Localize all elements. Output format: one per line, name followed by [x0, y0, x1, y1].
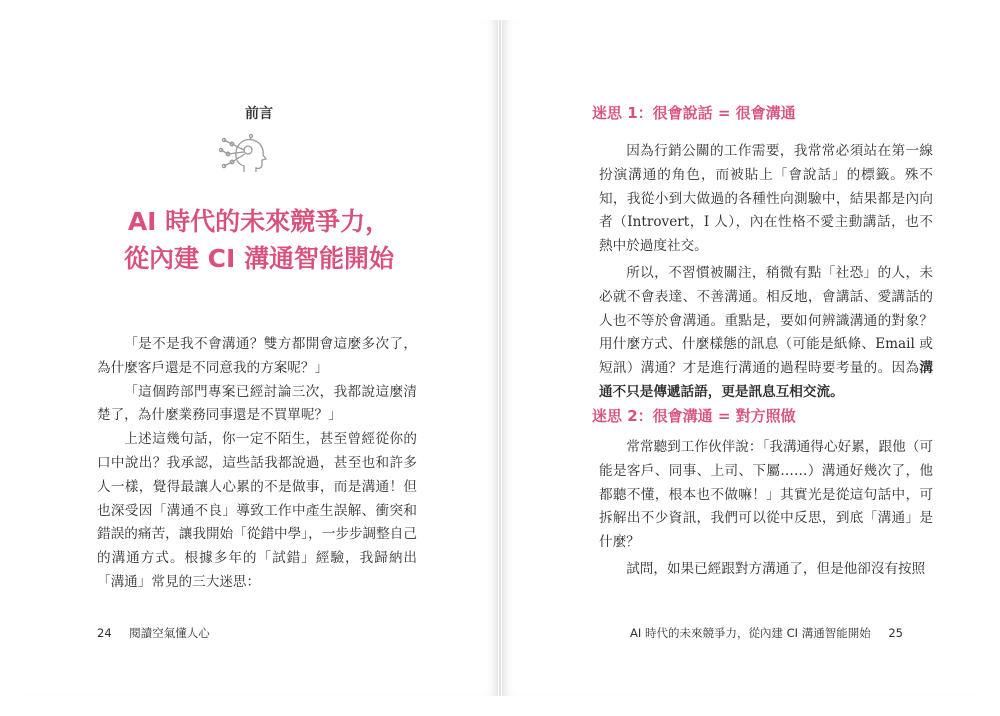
chapter-title	[20, 203, 498, 277]
paragraph: 「這個跨部門專案已經討論三次，我都說這麼清楚了，為什麼業務同事還是不買單呢？」	[97, 383, 417, 424]
paragraph: 因為行銷公關的工作需要，我常常必須站在第一線扮演溝通的角色，而被貼上「會說話」的標籤。殊不知，我從小到大做過的各種性向測驗中，結果都是內向者（Introvert，I 人），內在性格不愛主動講話，也不熱中於過度社交。	[599, 143, 933, 255]
left-footer	[97, 625, 210, 641]
head-network-icon	[218, 128, 270, 176]
myth-1-body	[599, 140, 933, 408]
page-number: 24	[97, 626, 112, 640]
paragraph: 試問，如果已經跟對方溝通了，但是他卻沒有按照	[626, 560, 926, 577]
right-footer	[630, 625, 903, 641]
paragraph	[599, 262, 933, 405]
paragraph: 「是不是我不會溝通？雙方都開會這麼多次了，為什麼客戶還是不同意我的方案呢？」	[97, 336, 417, 376]
running-title: AI 時代的未來競爭力，從內建 CI 溝通智能開始	[630, 626, 871, 640]
emphasis-text: 溝通不只是傳遞話語，更是訊息互相交流。	[599, 360, 933, 400]
paragraph: 常常聽到工作伙伴說：「我溝通得心好累，跟他（可能是客戶、同事、上司、下屬……）溝通好幾次了，他都聽不懂，根本也不做嘛！」其實光是從這句話中，可拆解出不少資訊，我們可以從中反思，到底「溝通」是什麼？	[599, 439, 933, 551]
left-page	[20, 20, 498, 696]
myth-2-body	[599, 436, 933, 585]
chapter-title-line-1: AI 時代的未來競爭力，	[127, 207, 391, 236]
running-title: 閱讀空氣懂人心	[129, 626, 210, 640]
paragraph: 上述這幾句話，你一定不陌生，甚至曾經從你的口中說出？我承認，這些話我都說過，甚至也和許多人一樣，覺得最讓人心累的不是做事，而是溝通！但也深受因「溝通不良」導致工作中產生誤解、衝突和錯誤的痛苦，讓我開始「從錯中學」，一步步調整自己的溝通方式。根據多年的「試錯」經驗，我歸納出「溝通」常見的三大迷思：	[97, 431, 417, 590]
preface-label: 前言	[245, 106, 273, 122]
chapter-title-line-2: 從內建 CI 溝通智能開始	[123, 244, 395, 273]
preface-body	[97, 333, 417, 595]
section-heading-myth-2: 迷思 2：很會溝通 = 對方照做	[592, 407, 796, 425]
right-page	[502, 20, 980, 696]
page-number: 25	[888, 626, 903, 640]
paragraph-text: 所以，不習慣被關注，稍微有點「社恐」的人，未必就不會表達、不善溝通。相反地，會講話、愛講話的人也不等於會溝通。重點是，要如何辨識溝通的對象？用什麼方式、什麼樣態的訊息（可能是紙條、Email 或短訊）溝通？才是進行溝通的過程時要考量的。因為	[599, 264, 933, 377]
book-gutter	[499, 20, 501, 696]
section-heading-myth-1: 迷思 1：很會說話 = 很會溝通	[592, 104, 796, 122]
